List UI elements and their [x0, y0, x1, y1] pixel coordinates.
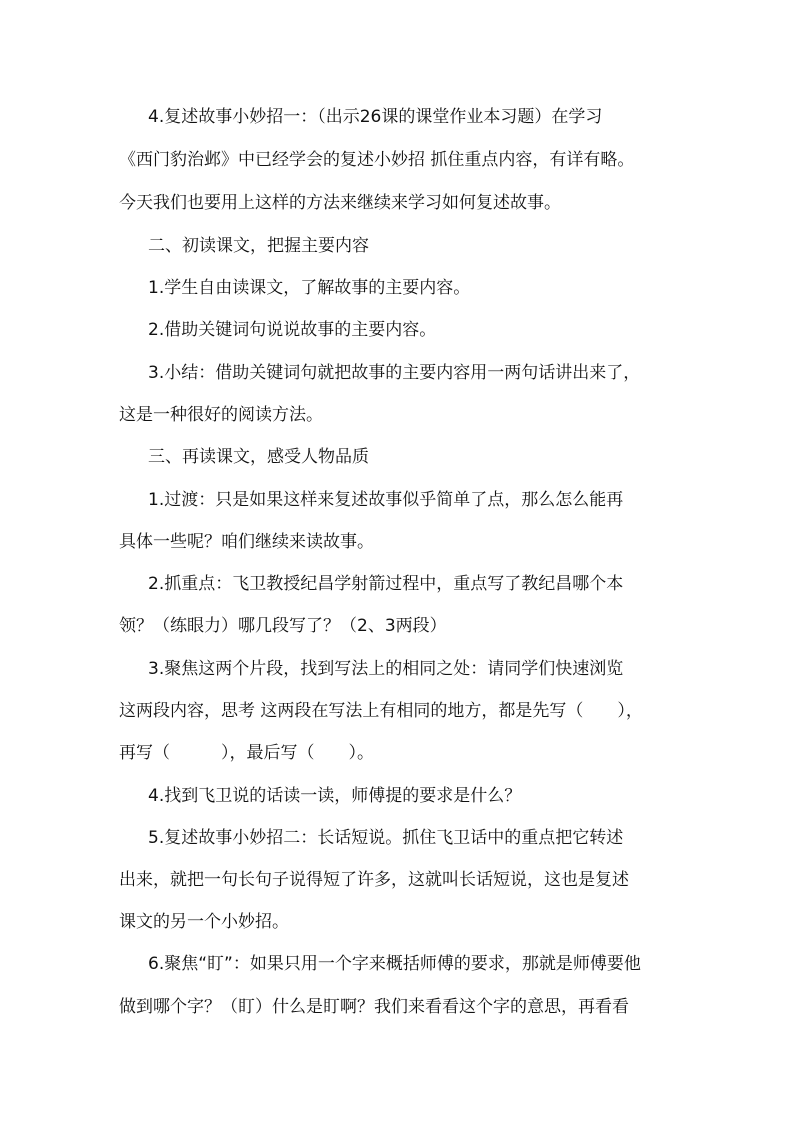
paragraph-line: 4.找到飞卫说的话读一读，师傅提的要求是什么？	[148, 786, 522, 806]
paragraph-line: 《西门豹治邺》中已经学会的复述小妙招 抓住重点内容，有详有略。	[119, 150, 635, 170]
section-heading: 三、再读课文，感受人物品质	[148, 447, 369, 467]
paragraph-line: 出来，就把一句长句子说得短了许多，这就叫长话短说，这也是复述	[119, 870, 629, 890]
paragraph-line: 具体一些呢？咱们继续来读故事。	[119, 532, 374, 552]
paragraph-line: 6.聚焦“盯”：如果只用一个字来概括师傅的要求，那就是师傅要他	[148, 954, 641, 974]
paragraph-line: 课文的另一个小妙招。	[119, 912, 289, 932]
paragraph-line: 4.复述故事小妙招一：（出示26课的课堂作业本习题）在学习	[148, 107, 603, 127]
paragraph-line: 3.小结：借助关键词句就把故事的主要内容用一两句话讲出来了，	[148, 363, 641, 383]
paragraph-line: 5.复述故事小妙招二：长话短说。抓住飞卫话中的重点把它转述	[148, 828, 624, 848]
paragraph-line: 3.聚焦这两个片段，找到写法上的相同之处：请同学们快速浏览	[148, 659, 624, 679]
paragraph-line: 1.过渡：只是如果这样来复述故事似乎简单了点，那么怎么能再	[148, 490, 624, 510]
section-heading: 二、初读课文，把握主要内容	[148, 236, 369, 256]
paragraph-line: 领？（练眼力）哪几段写了？（2、3两段）	[119, 616, 447, 636]
paragraph-line: 再写（ ），最后写（ ）。	[119, 743, 374, 763]
paragraph-line: 2.借助关键词句说说故事的主要内容。	[148, 320, 437, 340]
paragraph-line: 今天我们也要用上这样的方法来继续来学习如何复述故事。	[119, 193, 561, 213]
paragraph-line: 这是一种很好的阅读方法。	[119, 405, 323, 425]
paragraph-line: 这两段内容，思考 这两段在写法上有相同的地方，都是先写（ ），	[119, 701, 643, 721]
paragraph-line: 2.抓重点：飞卫教授纪昌学射箭过程中，重点写了教纪昌哪个本	[148, 574, 624, 594]
paragraph-line: 做到哪个字？（盯）什么是盯啊？我们来看看这个字的意思，再看看	[119, 997, 629, 1017]
paragraph-line: 1.学生自由读课文，了解故事的主要内容。	[148, 278, 471, 298]
